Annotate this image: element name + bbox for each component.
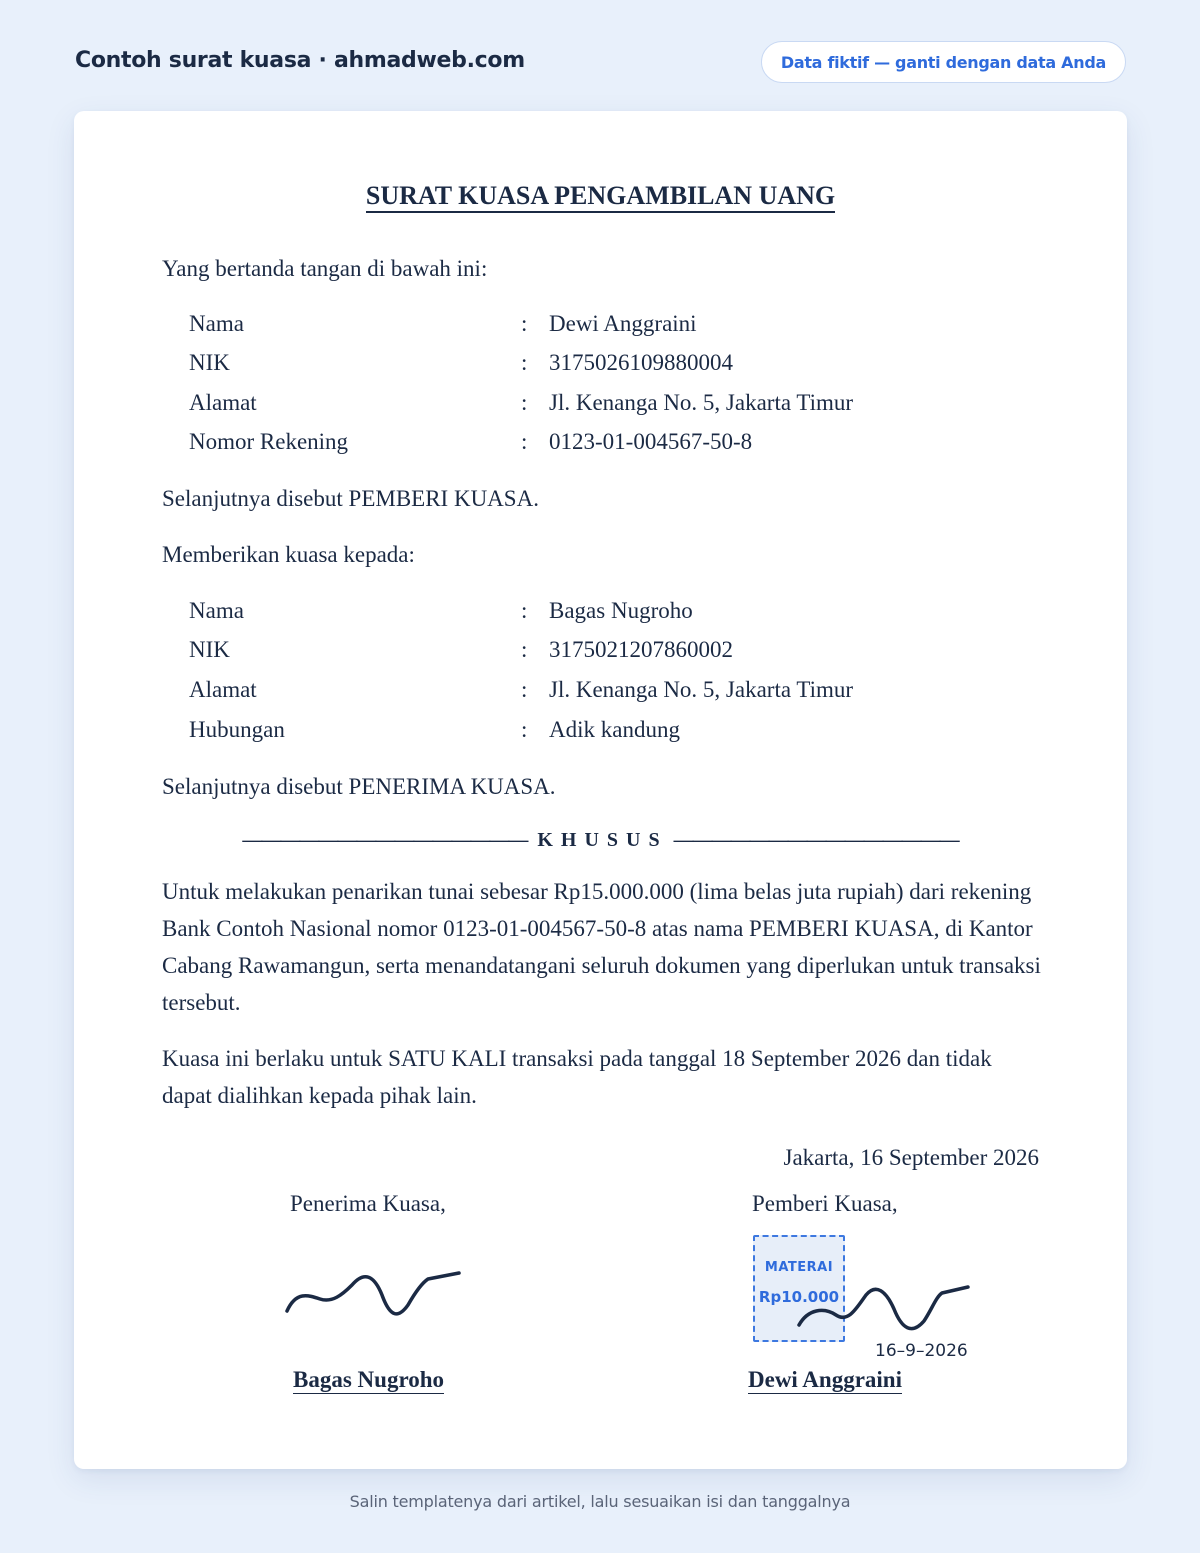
stamp-title: MATERAI — [764, 1260, 834, 1275]
grantee-closing: Selanjutnya disebut PENERIMA KUASA. — [162, 774, 556, 799]
field-label: Nama — [189, 311, 244, 336]
field-colon: : — [521, 677, 528, 702]
field-label: NIK — [189, 637, 230, 662]
field-colon: : — [521, 429, 528, 454]
field-label: Alamat — [189, 677, 257, 702]
field-colon: : — [521, 717, 528, 742]
grantor-row-address — [189, 390, 989, 420]
field-colon: : — [521, 311, 528, 336]
field-colon: : — [521, 390, 528, 415]
grantor-signature-name: Dewi Anggraini — [748, 1367, 902, 1392]
stamp-value: Rp10.000 — [758, 1288, 840, 1306]
grantor-row-name — [189, 311, 989, 341]
divider-line-left: ——————————————— — [242, 829, 528, 851]
grantee-row-name — [189, 598, 989, 628]
field-colon: : — [521, 598, 528, 623]
grantee-signature-name: Bagas Nugroho — [293, 1367, 445, 1392]
field-value: Dewi Anggraini — [549, 311, 697, 336]
field-label: NIK — [189, 350, 230, 375]
grantee-signature-label: Penerima Kuasa, — [290, 1191, 446, 1216]
field-value: 0123-01-004567-50-8 — [549, 429, 753, 454]
validity-paragraph: Kuasa ini berlaku untuk SATU KALI transaksi pada tanggal 18 September 2026 dan tidak dapat dialihkan kepada pihak lain. — [162, 1046, 992, 1108]
field-value: Jl. Kenanga No. 5, Jakarta Timur — [549, 390, 854, 415]
section-divider — [74, 829, 1127, 852]
grant-intro: Memberikan kuasa kepada: — [162, 542, 415, 567]
grantee-row-nik — [189, 637, 989, 667]
letter-paper — [74, 111, 1127, 1469]
grantor-row-account — [189, 429, 989, 459]
purpose-paragraph: Untuk melakukan penarikan tunai sebesar Rp15.000.000 (lima belas juta rupiah) dari rekening Bank Contoh Nasional nomor 0123-01-004567-50-8 atas nama PEMBERI KUASA, di Kantor Cabang Rawamangun, serta menandatangani seluruh dokumen yang diperlukan untuk transaksi tersebut. — [162, 879, 1041, 1015]
field-label: Nomor Rekening — [189, 429, 349, 454]
grantor-closing: Selanjutnya disebut PEMBERI KUASA. — [162, 486, 539, 511]
place-date: Jakarta, 16 September 2026 — [783, 1145, 1039, 1170]
field-colon: : — [521, 637, 528, 662]
grantee-signature-scribble — [282, 1261, 466, 1327]
field-value: 3175021207860002 — [549, 637, 733, 662]
field-label: Nama — [189, 598, 244, 623]
document-title: SURAT KUASA PENGAMBILAN UANG — [74, 181, 1127, 211]
field-value: 3175026109880004 — [549, 350, 733, 375]
grantor-signature-label: Pemberi Kuasa, — [752, 1191, 898, 1216]
field-label: Hubungan — [189, 717, 285, 742]
stamp-date: 16–9–2026 — [875, 1341, 968, 1361]
divider-line-right: ——————————————— — [673, 829, 959, 851]
field-value: Jl. Kenanga No. 5, Jakarta Timur — [549, 677, 854, 702]
grantor-row-nik — [189, 350, 989, 380]
field-label: Alamat — [189, 390, 257, 415]
field-value: Bagas Nugroho — [549, 598, 693, 623]
field-colon: : — [521, 350, 528, 375]
divider-word: KHUSUS — [537, 829, 668, 851]
fictitious-data-badge: Data fiktif — ganti dengan data Anda — [761, 41, 1126, 83]
footer-note: Salin templatenya dari artikel, lalu sesuaikan isi dan tanggalnya — [349, 1492, 851, 1511]
grantee-row-relation — [189, 717, 989, 747]
site-title: Contoh surat kuasa · ahmadweb.com — [75, 48, 525, 73]
grantee-row-address — [189, 677, 989, 707]
field-value: Adik kandung — [549, 717, 680, 742]
grantor-signature-scribble — [794, 1279, 974, 1339]
intro-text: Yang bertanda tangan di bawah ini: — [162, 256, 488, 281]
